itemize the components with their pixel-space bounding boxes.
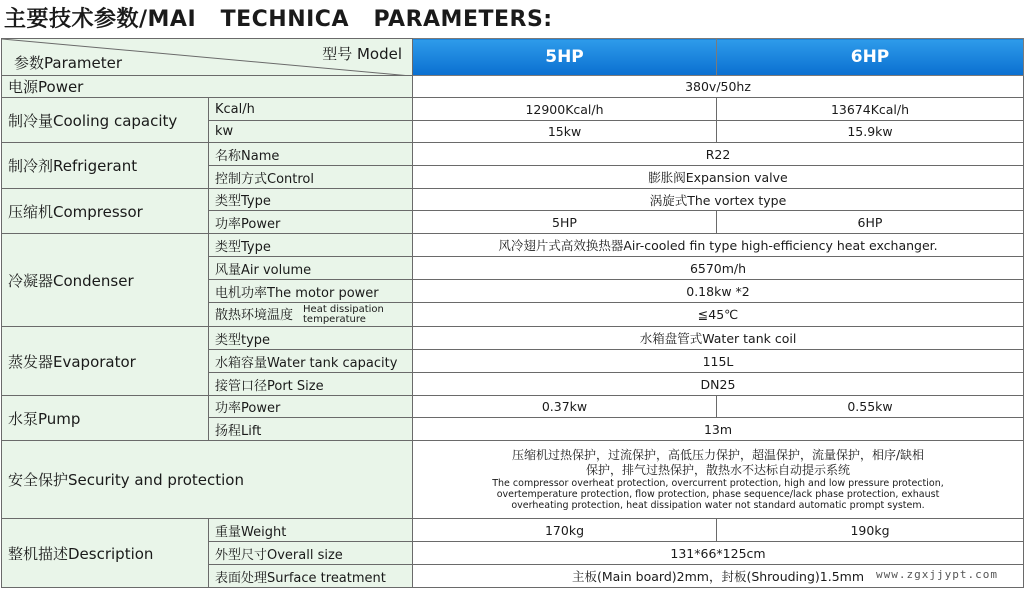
table-row <box>2 98 1024 121</box>
condenser-env-label-en1: Heat dissipation <box>303 304 384 316</box>
power-label: 电源Power <box>2 76 413 98</box>
compressor-type-label: 类型Type <box>209 189 413 211</box>
parameter-label: 参数Parameter <box>14 54 123 72</box>
cooling-kcal-6hp: 13674Kcal/h <box>717 98 1024 121</box>
description-weight-6hp: 190kg <box>717 519 1024 542</box>
power-value: 380v/50hz <box>413 76 1024 98</box>
col-6hp-header: 6HP <box>717 39 1024 76</box>
cooling-label: 制冷量Cooling capacity <box>2 98 209 143</box>
table-row <box>2 327 1024 350</box>
compressor-type-value: 涡旋式The vortex type <box>413 189 1024 211</box>
compressor-label: 压缩机Compressor <box>2 189 209 234</box>
evaporator-capacity-value: 115L <box>413 350 1024 373</box>
condenser-air-value: 6570m/h <box>413 257 1024 280</box>
pump-power-label: 功率Power <box>209 396 413 418</box>
condenser-env-label-cn: 散热环境温度 <box>215 307 294 323</box>
description-surface-label: 表面处理Surface treatment <box>209 565 413 588</box>
security-en-line3: overheating protection, heat dissipation water not standard automatic prompt system. <box>511 500 925 511</box>
table-row <box>2 143 1024 166</box>
security-cn-line1: 压缩机过热保护，过流保护，高低压力保护，超温保护，流量保护，相序/缺相 <box>511 448 925 462</box>
description-surface-value: 主板(Main board)2mm，封板(Shrouding)1.5mm <box>413 565 1024 588</box>
description-size-label: 外型尺寸Overall size <box>209 542 413 565</box>
security-value <box>413 441 1024 519</box>
evaporator-capacity-label: 水箱容量Water tank capacity <box>209 350 413 373</box>
compressor-power-label: 功率Power <box>209 211 413 234</box>
cooling-kcal-label: Kcal/h <box>209 98 413 121</box>
table-row <box>2 441 1024 519</box>
col-5hp-header: 5HP <box>413 39 717 76</box>
security-en-line1: The compressor overheat protection, overcurrent protection, high and low pressure protection, <box>492 478 944 489</box>
evaporator-type-value: 水箱盘管式Water tank coil <box>413 327 1024 350</box>
refrigerant-label: 制冷剂Refrigerant <box>2 143 209 189</box>
security-cn-line2: 保护，排气过热保护，散热水不达标自动提示系统 <box>585 463 850 477</box>
pump-power-5hp: 0.37kw <box>413 396 717 418</box>
security-en-line2: overtemperature protection, flow protection, phase sequence/lack phase protection, exhaust <box>496 489 940 500</box>
pump-lift-label: 扬程Lift <box>209 418 413 441</box>
pump-power-6hp: 0.55kw <box>717 396 1024 418</box>
page-title: 主要技术参数/MAI TECHNICA PARAMETERS: <box>4 7 553 32</box>
condenser-motor-label: 电机功率The motor power <box>209 280 413 303</box>
description-label: 整机描述Description <box>2 519 209 588</box>
table-row <box>2 519 1024 542</box>
cooling-kw-label: kw <box>209 121 413 143</box>
condenser-env-value: ≦45℃ <box>413 303 1024 327</box>
condenser-air-label: 风量Air volume <box>209 257 413 280</box>
cooling-kw-6hp: 15.9kw <box>717 121 1024 143</box>
condenser-label: 冷凝器Condenser <box>2 234 209 327</box>
table-row <box>2 189 1024 211</box>
header-row <box>2 39 1024 76</box>
refrigerant-control-value: 膨胀阀Expansion valve <box>413 166 1024 189</box>
refrigerant-control-label: 控制方式Control <box>209 166 413 189</box>
cooling-kcal-5hp: 12900Kcal/h <box>413 98 717 121</box>
refrigerant-name-label: 名称Name <box>209 143 413 166</box>
evaporator-label: 蒸发器Evaporator <box>2 327 209 396</box>
pump-label: 水泵Pump <box>2 396 209 441</box>
condenser-motor-value: 0.18kw *2 <box>413 280 1024 303</box>
table-row <box>2 396 1024 418</box>
condenser-type-value: 风冷翅片式高效换热器Air-cooled fin type high-efficiency heat exchanger. <box>413 234 1024 257</box>
security-label: 安全保护Security and protection <box>2 441 413 519</box>
condenser-env-label <box>209 303 413 327</box>
header-label-cell <box>2 39 413 76</box>
pump-lift-value: 13m <box>413 418 1024 441</box>
parameters-table <box>1 38 1024 588</box>
cooling-kw-5hp: 15kw <box>413 121 717 143</box>
evaporator-type-label: 类型type <box>209 327 413 350</box>
refrigerant-name-value: R22 <box>413 143 1024 166</box>
compressor-power-5hp: 5HP <box>413 211 717 234</box>
table-row <box>2 76 1024 98</box>
condenser-env-label-en2: temperature <box>303 314 366 326</box>
table-row <box>2 234 1024 257</box>
model-label: 型号 Model <box>322 45 402 63</box>
description-size-value: 131*66*125cm <box>413 542 1024 565</box>
evaporator-port-label: 接管口径Port Size <box>209 373 413 396</box>
condenser-env-label-en <box>303 305 384 325</box>
condenser-type-label: 类型Type <box>209 234 413 257</box>
description-weight-label: 重量Weight <box>209 519 413 542</box>
watermark-text: www.zgxjjypt.com <box>876 568 998 581</box>
compressor-power-6hp: 6HP <box>717 211 1024 234</box>
description-weight-5hp: 170kg <box>413 519 717 542</box>
evaporator-port-value: DN25 <box>413 373 1024 396</box>
